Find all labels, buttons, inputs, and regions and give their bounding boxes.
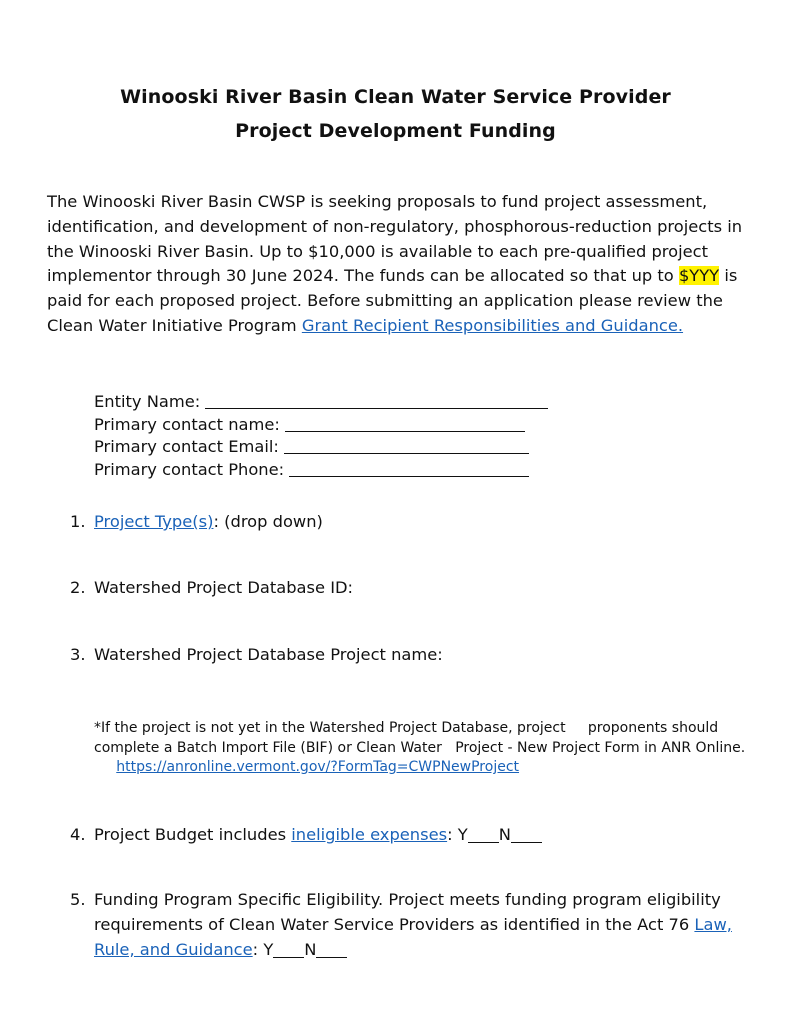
entity-name-field[interactable] — [205, 392, 548, 409]
note-text: *If the project is not yet in the Watershed Project Database, project proponents should complete a Batch Import File (BIF) or Clean Water Project - New Project Form in ANR Online. — [94, 720, 746, 775]
no-label: N — [304, 939, 317, 959]
database-id-label: Watershed Project Database ID: — [94, 578, 354, 597]
item-number: 3. — [70, 645, 86, 664]
document-title-line2: Project Development Funding — [235, 120, 556, 142]
item-number: 4. — [70, 825, 86, 844]
contact-phone-field[interactable] — [289, 460, 529, 477]
list-item-project-name — [70, 643, 750, 668]
anr-online-link[interactable]: https://anronline.vermont.gov/?FormTag=CWPNewProject — [116, 759, 520, 775]
item-number: 2. — [70, 578, 86, 597]
item-number: 1. — [70, 512, 86, 531]
law-rule-guidance-link[interactable]: Law, Rule, and Guidance — [94, 914, 732, 959]
list-item-budget — [70, 823, 750, 848]
project-type-link[interactable]: Project Type(s) — [94, 512, 214, 531]
database-note — [94, 719, 754, 778]
eligibility-text: Funding Program Specific Eligibility. Project meets funding program eligibility requirements of Clean Water Service Providers as identified in the Act 76 — [94, 890, 721, 934]
yes-blank[interactable] — [273, 942, 304, 958]
contact-email-label: Primary contact Email: — [94, 437, 279, 456]
intro-paragraph — [47, 190, 747, 339]
list-item-project-type — [70, 510, 750, 535]
no-label: N — [498, 825, 511, 844]
contact-email-field[interactable] — [284, 437, 529, 454]
guidance-link[interactable]: Grant Recipient Responsibilities and Guidance. — [301, 315, 684, 335]
no-blank[interactable] — [511, 827, 542, 843]
yes-label: : Y — [252, 939, 274, 959]
list-item-eligibility — [70, 888, 750, 962]
contact-fields — [94, 391, 548, 481]
project-type-dropdown-text[interactable]: : (drop down) — [213, 512, 323, 531]
contact-phone-row — [94, 459, 548, 482]
entity-name-label: Entity Name: — [94, 392, 201, 411]
intro-text-b: is paid for each proposed project. Before submitting an application please review the Clean Water Initiative Program — [47, 266, 738, 335]
contact-name-label: Primary contact name: — [94, 414, 280, 434]
yes-label: : Y — [447, 825, 468, 844]
contact-email-row — [94, 436, 548, 459]
list-item-database-id — [70, 576, 750, 601]
project-name-label: Watershed Project Database Project name: — [94, 645, 443, 664]
highlighted-amount: $YYY — [678, 266, 720, 286]
contact-name-field[interactable] — [285, 415, 525, 432]
document-title-line1: Winooski River Basin Clean Water Service Provider — [120, 86, 671, 108]
contact-phone-label: Primary contact Phone: — [94, 459, 285, 479]
intro-text-a: The Winooski River Basin CWSP is seeking proposals to fund project assessment, identification, and development of non-regulatory, phosphorous-reduction projects in the Winooski River Basin. Up to $10,000 is available to each pre-qualified project implementor through 30 June 2024. The funds can be allocated so that up to — [47, 192, 743, 286]
entity-name-row — [94, 391, 548, 414]
ineligible-expenses-link[interactable]: ineligible expenses — [291, 825, 448, 844]
contact-name-row — [94, 414, 548, 437]
yes-blank[interactable] — [468, 827, 499, 843]
item-number: 5. — [70, 890, 86, 909]
budget-text: Project Budget includes — [94, 825, 292, 844]
no-blank[interactable] — [316, 942, 347, 958]
